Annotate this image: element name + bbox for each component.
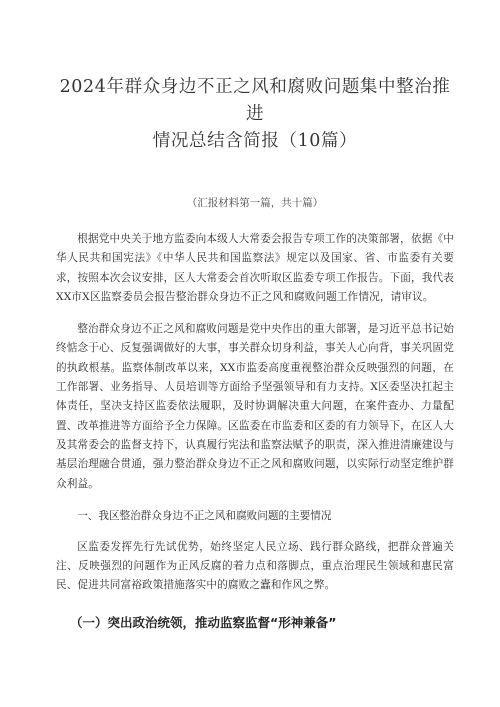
body-paragraph-1: 根据党中央关于地方监委向本级人大常委会报告专项工作的决策部署，依据《中华人民共和国宪法》《中华人民共和国监察法》规定以及国家、省、市监委有关要求，按照本次会议安排，区人大常委会首次听取区监委专项工作报告。下面，我代表XX市X区监察委员会报告整治群众身边不正之风和腐败问题工作情况，请审议。: [56, 233, 454, 303]
body-paragraph-2: 整治群众身边不正之风和腐败问题是党中央作出的重大部署，是习近平总书记始终惦念于心、反复强调做好的大事，事关群众切身利益，事关人心向背，事关巩固党的执政根基。监察体制改革以来，XX市监委高度重视整治群众反映强烈的问题，在工作部署、业务指导、人员培训等方面给予坚强领导和有力支持。X区委坚决扛起主体责任，坚决支持区监委依法履职，及时协调解决重大问题，在案件查办、力量配置、改革推进等方面给予全力保障。区监委在市监委和区委的有力领导下，在区人大及其常委会的监督支持下，认真履行宪法和监察法赋予的职责，深入推进清廉建设与基层治理融合贯通，强力整治群众身边不正之风和腐败问题，以实际行动坚定维护群众利益。: [56, 323, 454, 490]
document-title: [56, 74, 454, 155]
body-paragraph-3: 区监委发挥先行先试优势，始终坚定人民立场、践行群众路线，把群众普遍关注、反映强烈的问题作为正风反腐的着力点和落脚点，重点治理民生领域和惠民富民、促进共同富裕政策措施落实中的腐败之蠹和作风之弊。: [56, 540, 454, 592]
document-title-line2: 情况总结含简报（10篇）: [152, 131, 358, 151]
document-title-line1: 2024年群众身边不正之风和腐败问题集中整治推进: [59, 77, 451, 124]
subsection-heading-1: （一）突出政治统领，推动监察监督“形神兼备”: [70, 614, 337, 630]
document-subtitle: （汇报材料第一篇，共十篇）: [186, 197, 324, 209]
section-heading-1: 一、我区整治群众身边不正之风和腐败问题的主要情况: [77, 509, 332, 522]
